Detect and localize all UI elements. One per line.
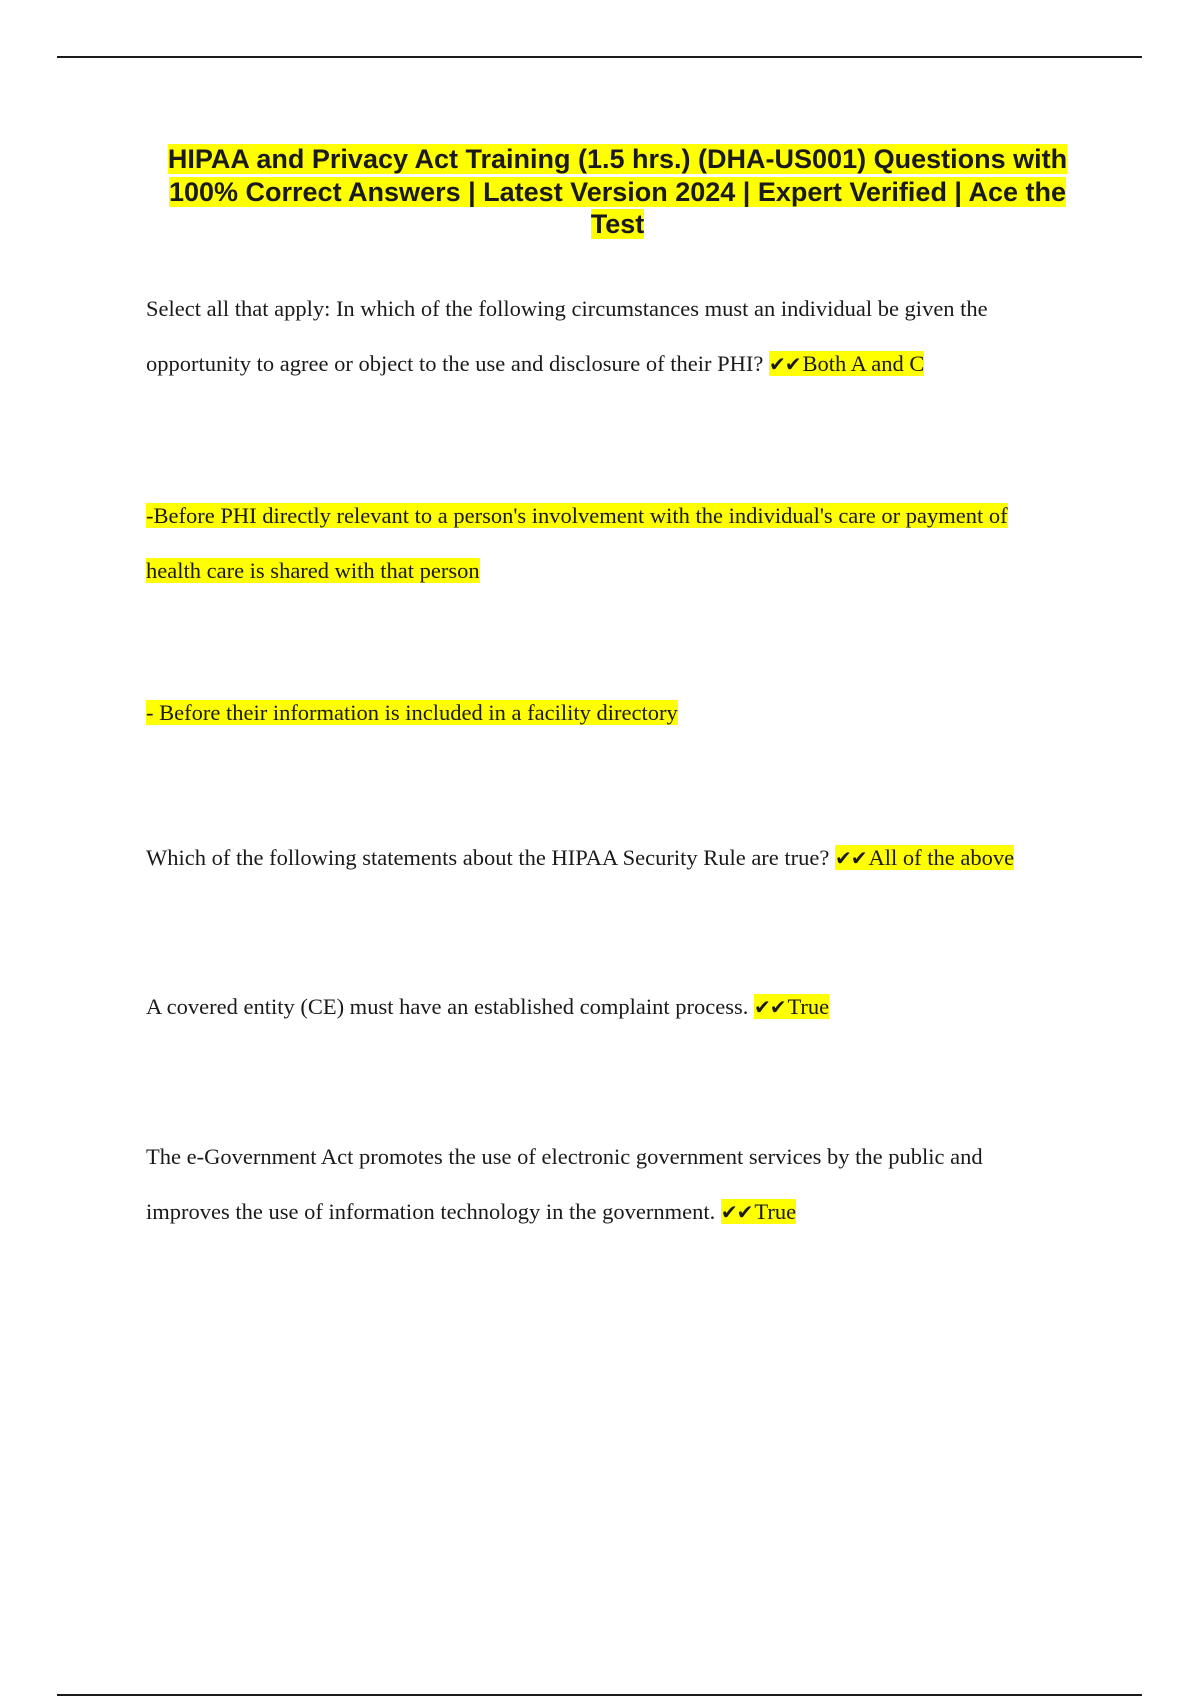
question-1 — [146, 281, 1066, 392]
double-check-icon: ✔✔ — [768, 352, 801, 376]
top-rule — [57, 56, 1142, 58]
document-title-text: HIPAA and Privacy Act Training (1.5 hrs.) (DHA-US001) Questions with 100% Correct Answers | Latest Version 2024 | Expert Verified | Ace the Test — [167, 144, 1068, 239]
question-3-text: A covered entity (CE) must have an established complaint process. — [146, 994, 749, 1019]
answer-2-text: All of the above — [868, 845, 1015, 870]
question-1-text: Select all that apply: In which of the following circumstances must an individual be given the opportunity to agree or object to the use and disclosure of their PHI? — [146, 296, 988, 376]
question-4 — [146, 1129, 1066, 1240]
answer-3 — [754, 994, 829, 1019]
option-c-text: - Before their information is included in a facility directory — [146, 700, 678, 725]
bottom-rule — [57, 1694, 1142, 1696]
question-3 — [146, 979, 1066, 1035]
option-c — [146, 685, 1066, 740]
answer-2 — [835, 845, 1014, 870]
double-check-icon: ✔✔ — [753, 995, 786, 1019]
answer-4 — [721, 1199, 796, 1224]
answer-1 — [769, 351, 924, 376]
option-a — [146, 488, 1066, 598]
question-4-text: The e-Government Act promotes the use of electronic government services by the public and improves the use of information technology in the government. — [146, 1144, 983, 1224]
option-a-text: -Before PHI directly relevant to a person's involvement with the individual's care or payment of health care is shared with that person — [146, 503, 1008, 583]
double-check-icon: ✔✔ — [835, 846, 867, 870]
double-check-icon: ✔✔ — [720, 1200, 753, 1224]
answer-3-text: True — [787, 994, 830, 1019]
document-title — [150, 143, 1085, 241]
question-2-text: Which of the following statements about the HIPAA Security Rule are true? — [146, 845, 830, 870]
answer-1-text: Both A and C — [802, 351, 925, 376]
question-2 — [146, 830, 1066, 886]
answer-4-text: True — [754, 1199, 797, 1224]
